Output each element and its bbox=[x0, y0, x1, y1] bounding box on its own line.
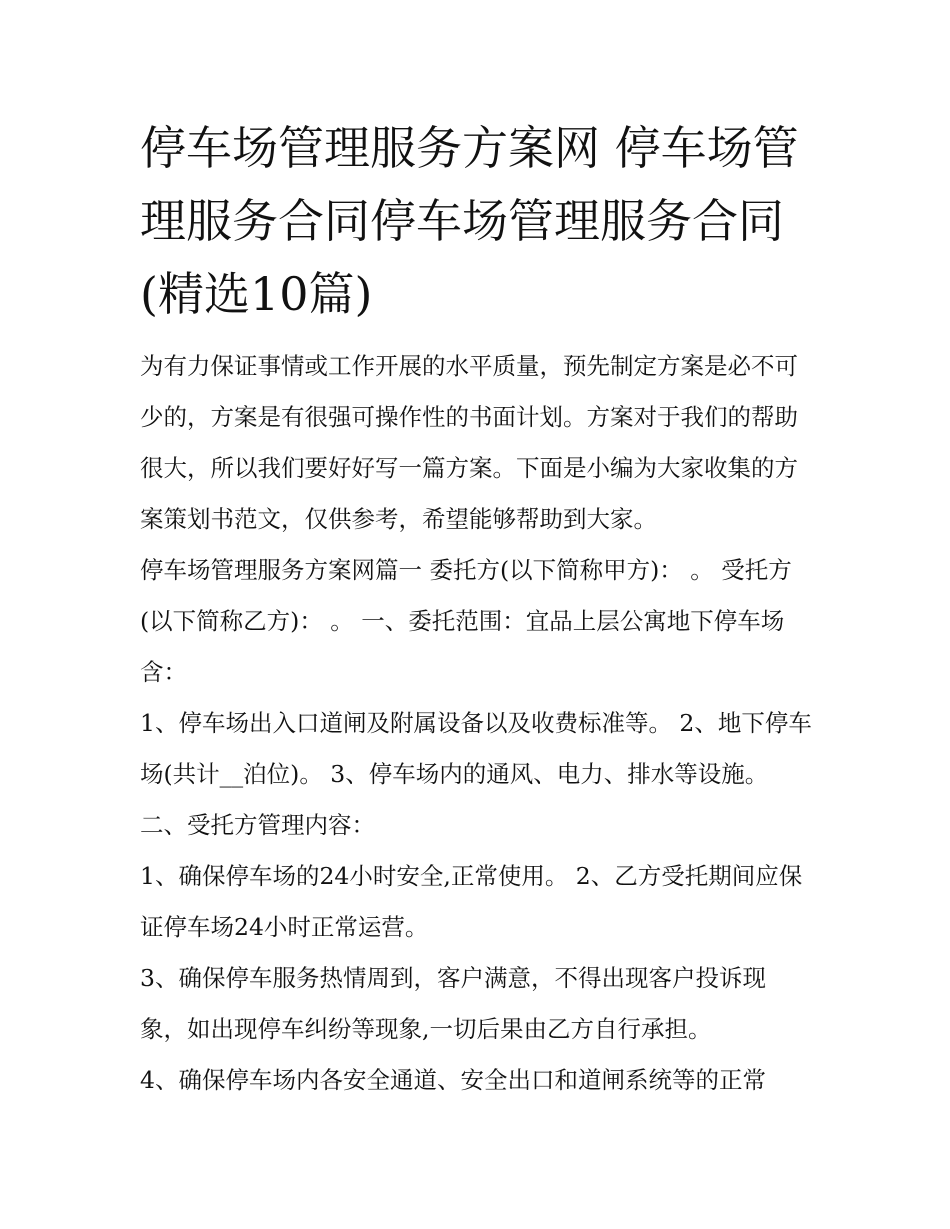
paragraph-passages: 4、确保停车场内各安全通道、安全出口和道闸系统等的正常 bbox=[140, 1066, 766, 1094]
paragraph-intro: 为有力保证事情或工作开展的水平质量，预先制定方案是必不可少的，方案是有很强可操作性的书面计划。方案对于我们的帮助很大，所以我们要好好写一篇方案。下面是小编为大家收集的方案策划书范文，仅供参考，希望能够帮助到大家。 bbox=[140, 352, 798, 533]
paragraph-safety: 1、确保停车场的24小时安全,正常使用。 2、乙方受托期间应保证停车场24小时正常运营。 bbox=[140, 862, 803, 941]
document-page bbox=[140, 112, 812, 1106]
paragraph-entrust: 停车场管理服务方案网篇一 委托方(以下简称甲方)： 。 受托方(以下简称乙方)： 。 一、委托范围：宜品上层公寓地下停车场含： bbox=[140, 556, 792, 686]
document-title: 停车场管理服务方案网 停车场管理服务合同停车场管理服务合同(精选10篇) bbox=[140, 121, 799, 321]
paragraph-service: 3、确保停车服务热情周到，客户满意，不得出现客户投诉现象，如出现停车纠纷等现象,一切后果由乙方自行承担。 bbox=[140, 964, 766, 1043]
paragraph-scope: 1、停车场出入口道闸及附属设备以及收费标准等。 2、地下停车场(共计__泊位)。 3、停车场内的通风、电力、排水等设施。 二、受托方管理内容： bbox=[140, 709, 812, 839]
